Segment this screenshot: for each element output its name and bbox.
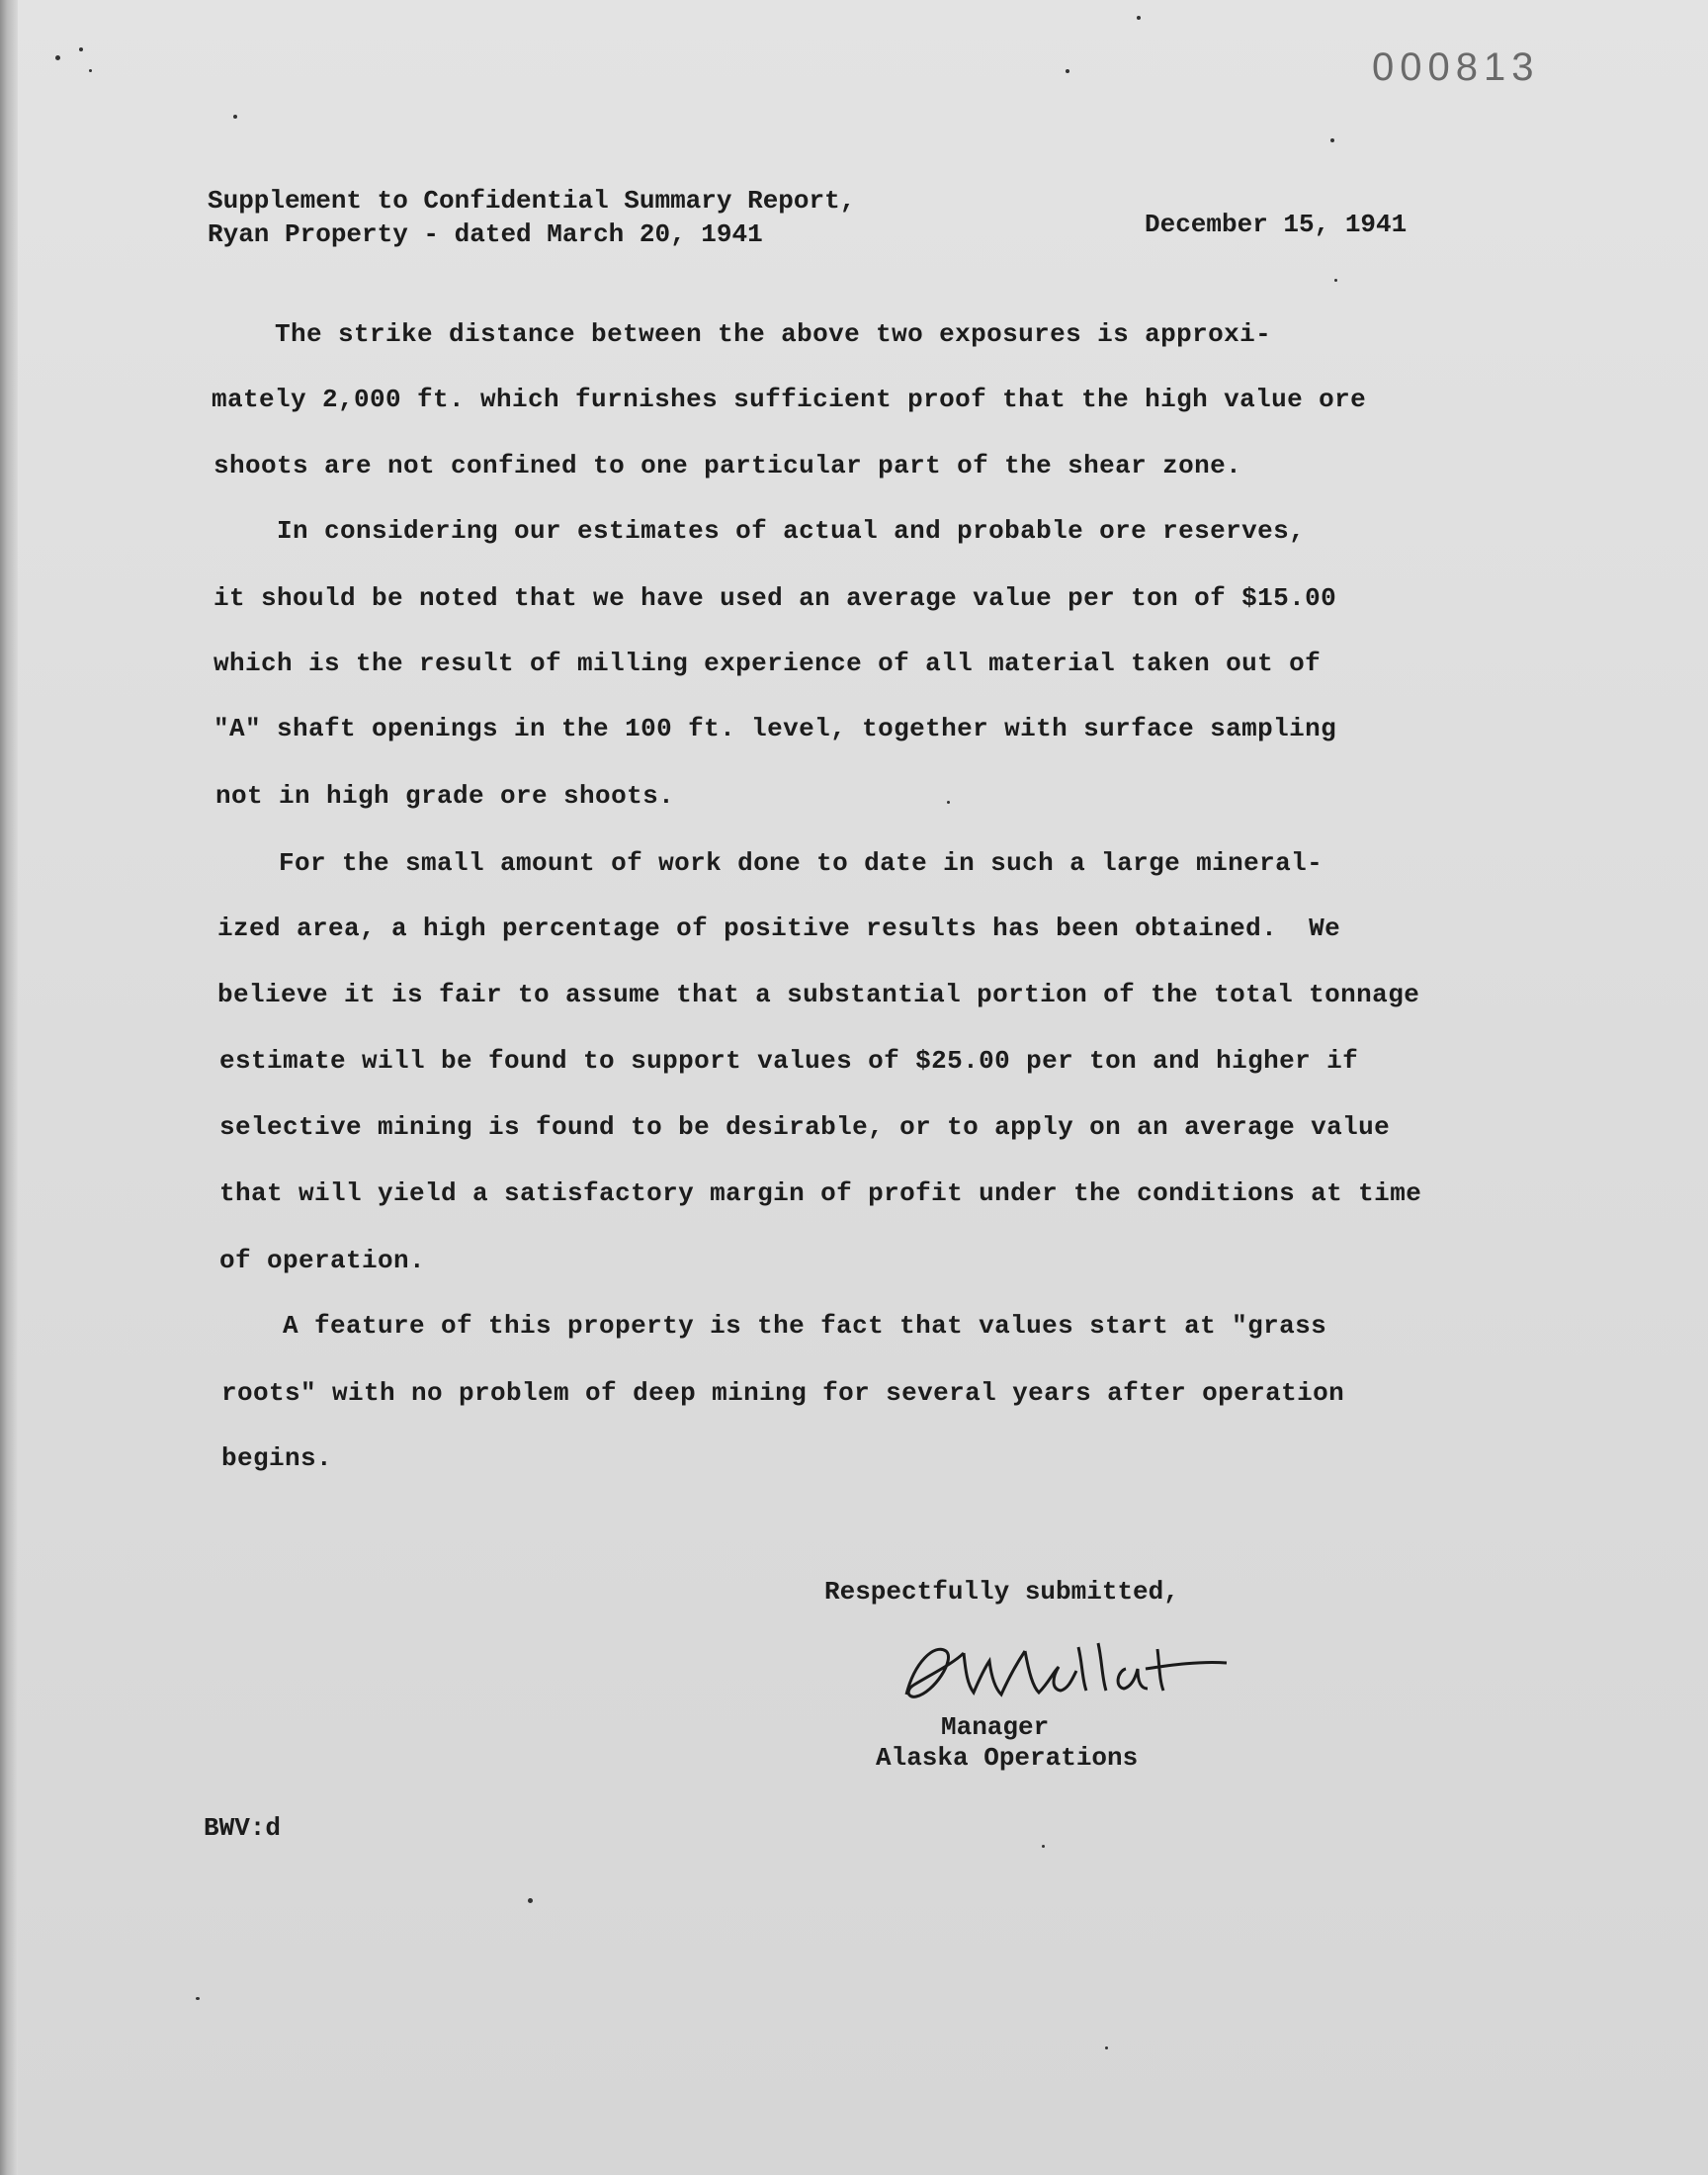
body-line: that will yield a satisfactory margin of profit under the conditions at time	[219, 1178, 1422, 1208]
body-line: A feature of this property is the fact that values start at "grass	[219, 1311, 1327, 1341]
body-line: ized area, a high percentage of positive results has been obtained. We	[217, 914, 1341, 943]
letter-date: December 15, 1941	[1145, 210, 1408, 239]
header-line-1: Supplement to Confidential Summary Report,	[208, 186, 856, 216]
signatory-title: Manager	[941, 1712, 1050, 1742]
scan-speck	[1334, 279, 1337, 282]
body-line: believe it is fair to assume that a substantial portion of the total tonnage	[217, 980, 1420, 1009]
handwritten-signature	[895, 1633, 1240, 1712]
scan-edge	[0, 0, 18, 2175]
body-line: roots" with no problem of deep mining for several years after operation	[221, 1378, 1345, 1408]
body-line: of operation.	[219, 1246, 426, 1275]
scan-speck	[1105, 2046, 1108, 2049]
body-line: mately 2,000 ft. which furnishes sufficient proof that the high value ore	[212, 385, 1367, 414]
body-line: estimate will be found to support values of $25.00 per ton and higher if	[219, 1046, 1359, 1076]
body-line: The strike distance between the above two exposures is approxi-	[212, 319, 1272, 349]
scan-speck	[1137, 16, 1141, 20]
body-line: For the small amount of work done to date in such a large mineral-	[215, 848, 1324, 878]
signatory-department: Alaska Operations	[876, 1743, 1139, 1773]
body-line: it should be noted that we have used an average value per ton of $15.00	[214, 583, 1337, 613]
scan-speck	[1330, 138, 1334, 142]
scan-speck	[79, 47, 83, 51]
body-line: shoots are not confined to one particular part of the shear zone.	[214, 451, 1242, 480]
header-line-2: Ryan Property - dated March 20, 1941	[208, 219, 763, 249]
body-line: not in high grade ore shoots.	[215, 781, 675, 811]
body-line: which is the result of milling experience of all material taken out of	[214, 649, 1322, 678]
scan-speck	[196, 1997, 200, 2000]
body-line: selective mining is found to be desirable, or to apply on an average value	[219, 1112, 1391, 1142]
body-line: "A" shaft openings in the 100 ft. level, together with surface sampling	[214, 714, 1337, 743]
scan-speck	[947, 801, 950, 804]
document-number: 000813	[1372, 45, 1540, 89]
closing-salutation: Respectfully submitted,	[824, 1577, 1179, 1607]
scan-speck	[1042, 1845, 1045, 1848]
scan-speck	[55, 55, 60, 60]
body-line: In considering our estimates of actual and probable ore reserves,	[214, 516, 1306, 546]
scan-speck	[528, 1898, 533, 1903]
body-line: begins.	[221, 1443, 333, 1473]
scan-speck	[89, 69, 92, 72]
typist-initials: BWV:d	[204, 1813, 282, 1843]
scan-speck	[233, 115, 237, 119]
report-header	[208, 184, 855, 251]
scan-speck	[1066, 69, 1069, 73]
